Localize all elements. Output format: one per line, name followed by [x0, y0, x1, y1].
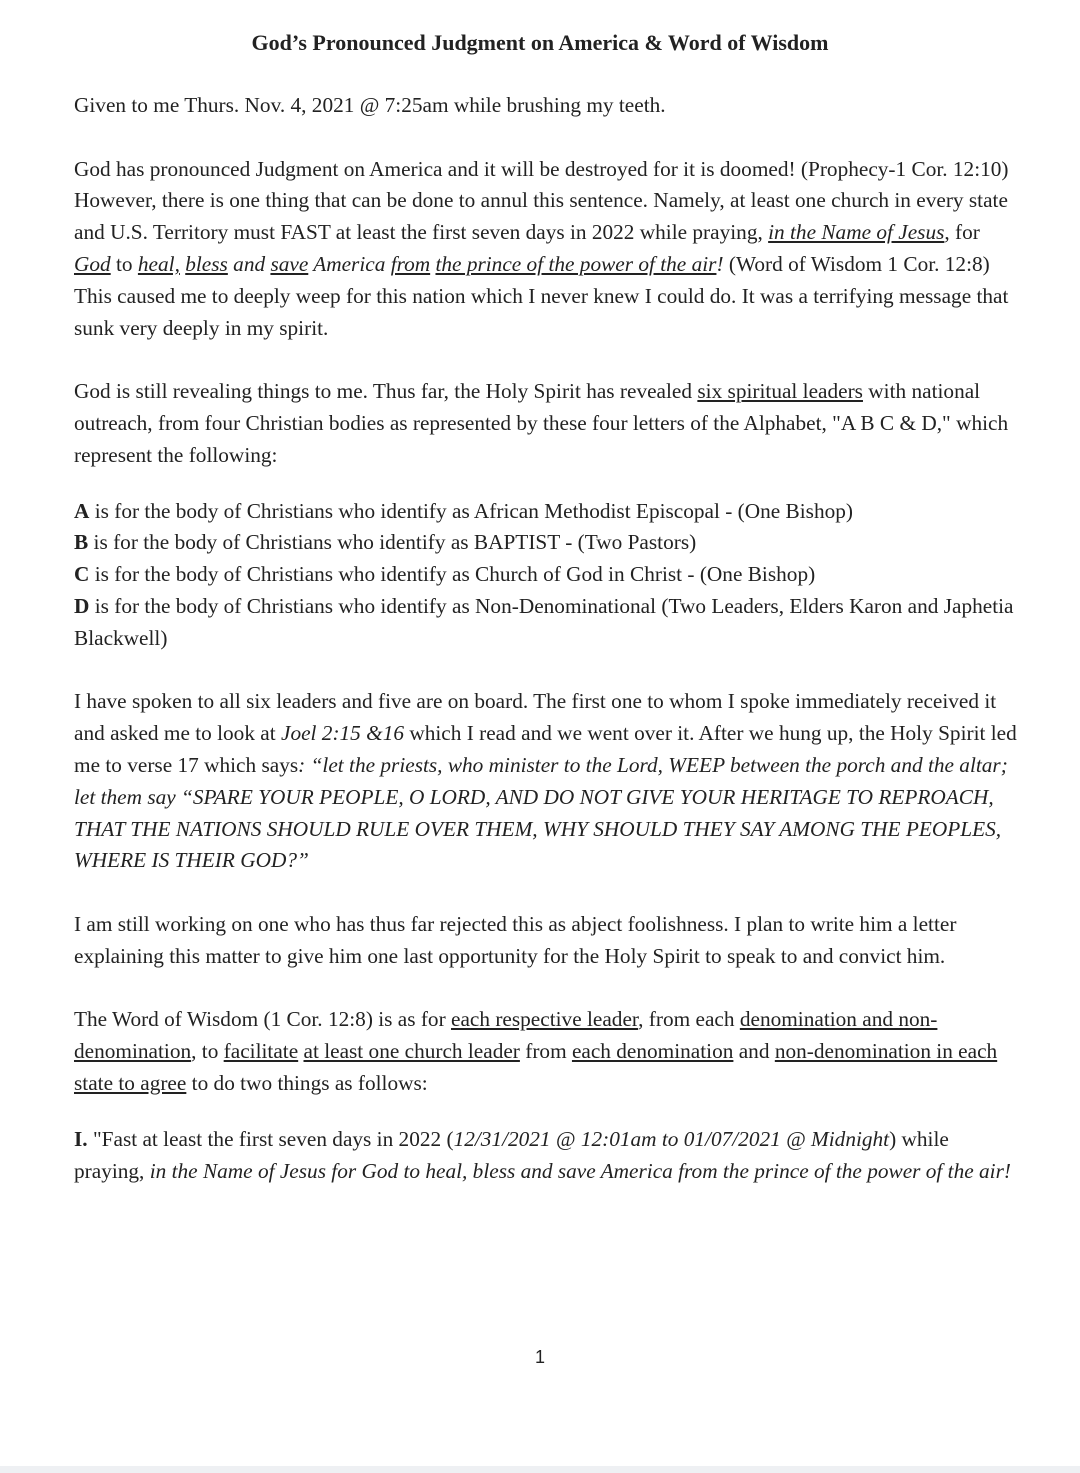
text-run: and	[733, 1039, 775, 1064]
text-run: , to	[191, 1039, 224, 1064]
text-run: , for	[944, 220, 980, 245]
underlined-phrase: facilitate	[223, 1039, 299, 1064]
verse-quote: : “let the priests, who minister to the Lord, WEEP between the porch and the altar; let them say “SPARE YOUR PEOPLE, O LORD, AND DO NOT GIVE YOUR HERITAGE TO REPROACH, THAT THE NATIONS SHOULD RULE OVER THEM, WHY SHOULD THEY SAY AMONG THE PEOPLES, WHERE IS THEIR GOD?”	[74, 752, 1008, 873]
name-of-jesus-phrase: in the Name of Jesus	[768, 220, 945, 245]
list-item	[74, 527, 1019, 559]
prince-of-air-phrase: the prince of the power of the air	[435, 251, 717, 276]
joel-reference: Joel 2:15 &16	[281, 721, 405, 746]
given-line: Given to me Thurs. Nov. 4, 2021 @ 7:25am while brushing my teeth.	[74, 93, 666, 117]
text-run: ) while praying,	[74, 1126, 949, 1183]
list-text: is for the body of Christians who identify as African Methodist Episcopal - (One Bishop)	[89, 498, 854, 523]
item-numeral: I.	[74, 1126, 88, 1151]
save-word: save	[270, 251, 309, 276]
underlined-phrase: denomination and non-denomination	[74, 1007, 938, 1064]
exclamation: !	[716, 251, 724, 276]
list-letter: B	[74, 530, 89, 555]
prayer-text: in the Name of Jesus for God to heal, bless and save America from the prince of the power of the air!	[149, 1158, 1011, 1183]
list-letter: D	[74, 593, 90, 618]
and-word: and	[227, 251, 271, 276]
list-item	[74, 496, 1019, 528]
text-run: to	[110, 251, 138, 276]
list-text: is for the body of Christians who identify as BAPTIST - (Two Pastors)	[88, 530, 697, 555]
list-text: is for the body of Christians who identify as Church of God in Christ - (One Bishop)	[89, 562, 816, 587]
list-item	[74, 559, 1019, 591]
from-word: from	[390, 251, 431, 276]
list-text: is for the body of Christians who identify as Non-Denominational (Two Leaders, Elders Karon and Japhetia Blackwell)	[74, 593, 1014, 650]
page-number: 1	[534, 1347, 545, 1367]
bless-word: bless	[185, 251, 228, 276]
list-item	[74, 591, 1019, 655]
paragraph-judgment	[74, 154, 1019, 345]
text-run: from	[519, 1039, 572, 1064]
underlined-phrase: each denomination	[571, 1039, 734, 1064]
text-run: God is still revealing things to me. Thus far, the Holy Spirit has revealed	[74, 379, 698, 404]
god-word: God	[74, 251, 111, 276]
viewer-bottom-strip	[0, 1466, 1080, 1473]
paragraph-still-working: I am still working on one who has thus far rejected this as abject foolishness. I plan to write him a letter explaining this matter to give him one last opportunity for the Holy Spirit to speak to and convict him.	[74, 911, 957, 968]
heal-word: heal,	[137, 251, 180, 276]
text-run: (Word of Wisdom 1 Cor. 12:8) This caused me to deeply weep for this nation which I never knew I could do. It was a terrifying message that sunk very deeply in my spirit.	[74, 251, 1009, 340]
text-run: , from each	[638, 1007, 740, 1032]
paragraph-word-of-wisdom	[74, 1004, 1019, 1099]
document-title: God’s Pronounced Judgment on America & Word of Wisdom	[251, 30, 829, 55]
america-word: America	[308, 251, 391, 276]
list-letter: A	[74, 498, 90, 523]
six-leaders-phrase: six spiritual leaders	[697, 379, 863, 404]
numbered-item-one	[74, 1124, 1019, 1188]
text-run: to do two things as follows:	[186, 1070, 428, 1095]
list-letter: C	[74, 562, 90, 587]
text-run: with national outreach, from four Christian bodies as represented by these four letters of the Alphabet, "A B C & D," which represent the following:	[74, 379, 1009, 467]
denomination-list	[74, 496, 1019, 655]
underlined-phrase: non-denomination in each state to agree	[74, 1039, 998, 1095]
underlined-phrase: at least one church leader	[303, 1039, 520, 1064]
paragraph-spoken	[74, 686, 1019, 877]
document-body	[74, 90, 1019, 1187]
text-run: "Fast at least the first seven days in 2022 (	[87, 1126, 454, 1151]
paragraph-leaders	[74, 376, 1019, 471]
text-run: God has pronounced Judgment on America and it will be destroyed for it is doomed! (Prophecy-1 Cor. 12:10) However, there is one thing that can be done to annul this sentence. Namely, at least one church in every state and U.S. Territory must FAST at least the first seven days in 2022 while praying,	[74, 156, 1009, 245]
text-run: which I read and we went over it. After we hung up, the Holy Spirit led me to verse 17 which says	[74, 721, 1017, 777]
fast-dates: 12/31/2021 @ 12:01am to 01/07/2021 @ Midnight	[453, 1126, 890, 1151]
text-run: The Word of Wisdom (1 Cor. 12:8) is as for	[74, 1007, 451, 1032]
underlined-phrase: each respective leader	[451, 1007, 639, 1032]
text-run: I have spoken to all six leaders and five are on board. The first one to whom I spoke immediately received it and asked me to look at	[74, 689, 997, 746]
